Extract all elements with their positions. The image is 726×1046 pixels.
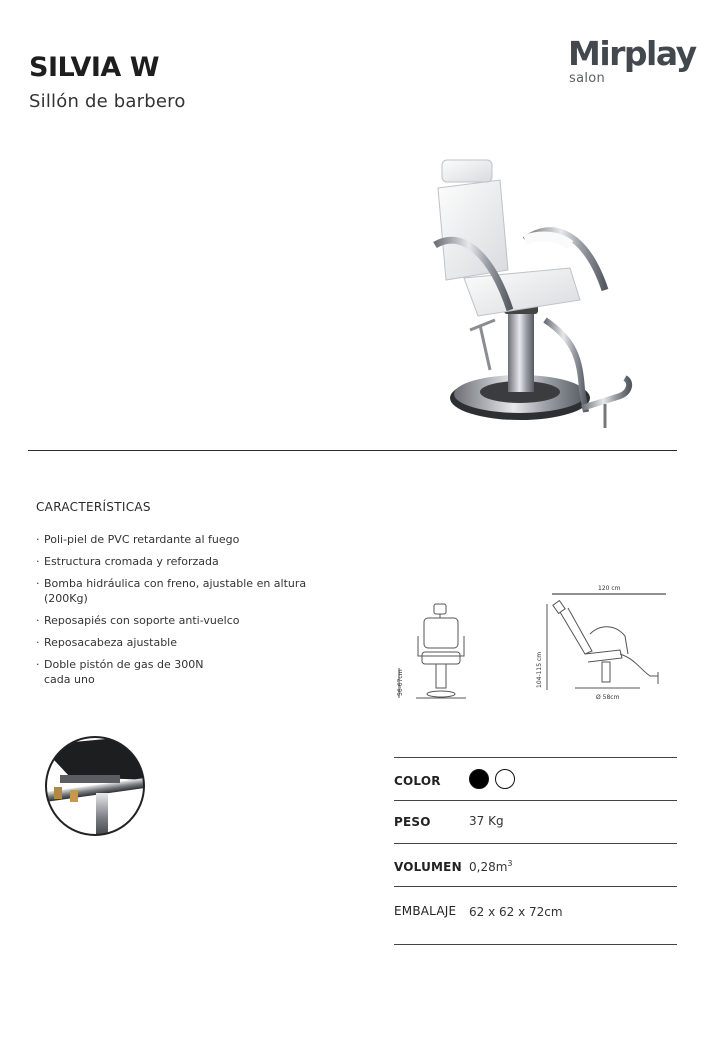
feature-item: · Poli-piel de PVC retardante al fuego bbox=[36, 532, 336, 547]
side-height-label: 104-115 cm bbox=[536, 651, 543, 688]
weight-label: PESO bbox=[394, 815, 431, 829]
volume-exponent: 3 bbox=[507, 859, 513, 868]
side-length-label: 120 cm bbox=[598, 585, 621, 592]
side-view-drawing bbox=[530, 584, 675, 704]
spec-row-packaging bbox=[394, 886, 677, 945]
feature-item: · Reposapiés con soporte anti-vuelco bbox=[36, 613, 336, 628]
color-swatch-black[interactable] bbox=[469, 769, 489, 789]
packaging-label: EMBALAJE bbox=[394, 904, 457, 918]
volume-value bbox=[469, 859, 513, 874]
color-swatch-white[interactable] bbox=[495, 769, 515, 789]
volume-label: VOLUMEN bbox=[394, 860, 462, 874]
detail-photo bbox=[40, 735, 150, 837]
brand-name: Mirplay bbox=[568, 34, 696, 73]
feature-item: · Estructura cromada y reforzada bbox=[36, 554, 336, 569]
section-divider bbox=[28, 450, 677, 451]
weight-value: 37 Kg bbox=[469, 814, 504, 828]
spec-row-color bbox=[394, 757, 677, 800]
feature-item: · Doble pistón de gas de 300N cada uno bbox=[36, 657, 214, 687]
packaging-value: 62 x 62 x 72cm bbox=[469, 905, 563, 919]
features-title: CARACTERÍSTICAS bbox=[36, 500, 151, 514]
volume-number: 0,28m bbox=[469, 860, 508, 874]
front-height-label: 56-67cm bbox=[397, 669, 404, 696]
product-subtitle: Sillón de barbero bbox=[29, 91, 186, 112]
feature-item: · Reposacabeza ajustable bbox=[36, 635, 336, 650]
brand-subtitle: salon bbox=[569, 71, 606, 86]
product-title: SILVIA W bbox=[29, 52, 159, 83]
spec-row-volume bbox=[394, 843, 677, 886]
spec-table bbox=[394, 757, 677, 945]
brand-logo bbox=[560, 34, 696, 90]
spec-row-weight bbox=[394, 800, 677, 843]
front-view-drawing bbox=[392, 596, 482, 706]
product-photo bbox=[400, 150, 650, 440]
base-diameter-label: Ø 58cm bbox=[596, 694, 620, 701]
color-swatches bbox=[469, 769, 517, 789]
feature-item: · Bomba hidráulica con freno, ajustable en altura (200Kg) bbox=[36, 576, 336, 606]
color-label: COLOR bbox=[394, 774, 441, 788]
features-list bbox=[36, 532, 336, 694]
